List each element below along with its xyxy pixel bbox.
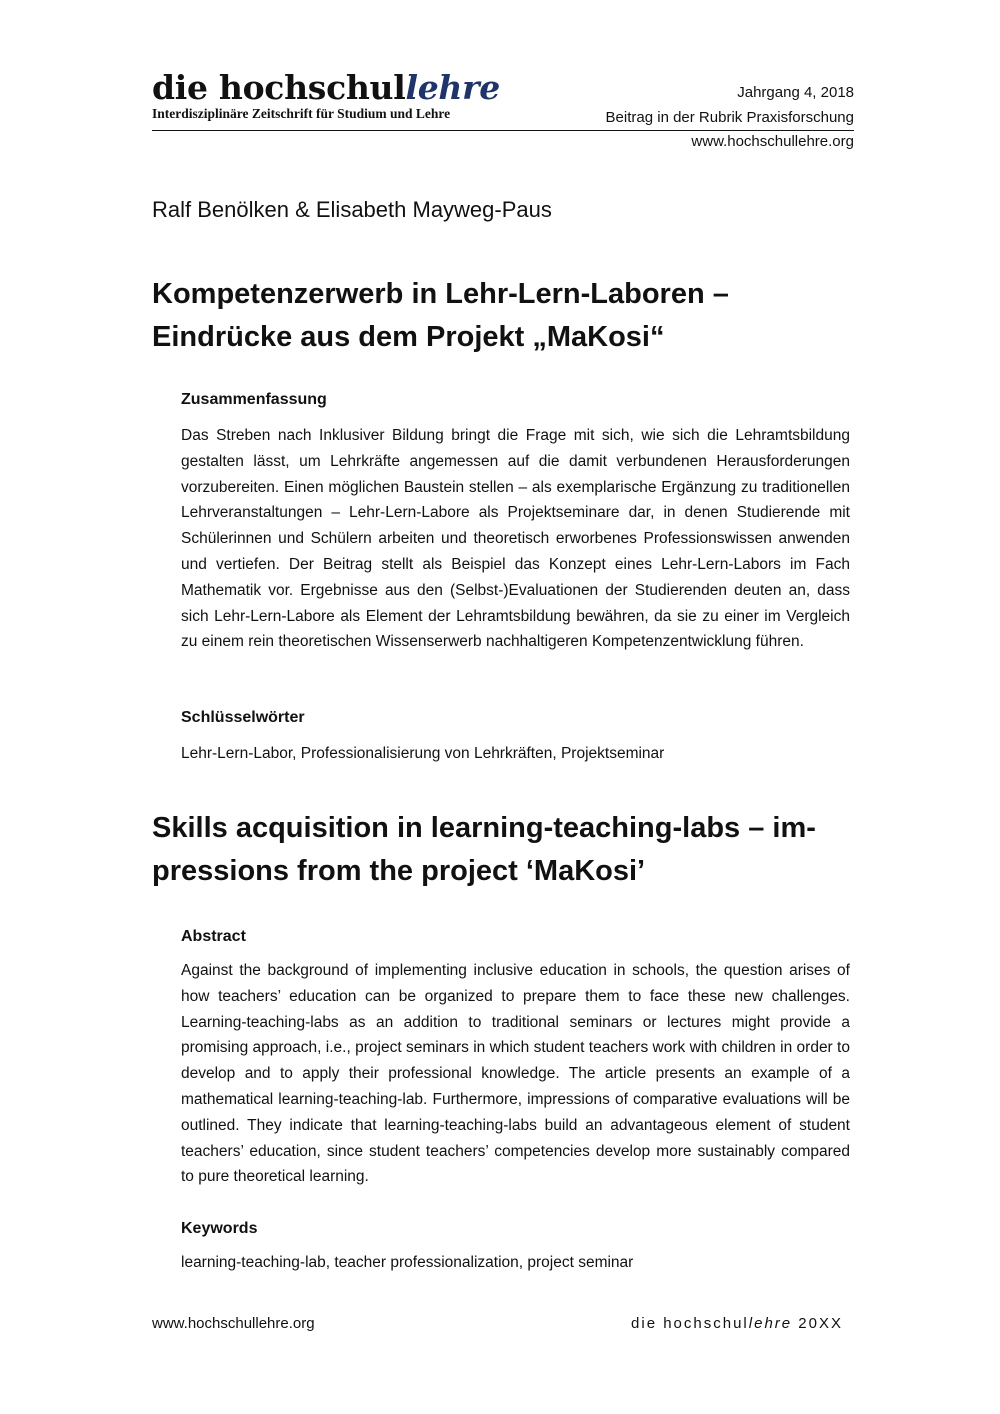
footer-journal-italic: lehre <box>748 1315 793 1332</box>
keywords-german-text: Lehr-Lern-Labor, Professionalisierung von Lehrkräften, Projektseminar <box>181 745 665 762</box>
abstract-text: Against the background of implementing inclusive education in schools, the question arises of how teachers’ education can be organized to prepare them to face these new challenges. Learning-teaching-labs as an addition to traditional seminars or lectures might provide a promising approach, i.e., project seminars in which student teachers work with children in order to develop and to apply their professional knowledge. The article presents an example of a mathematical learning-teaching-lab. Furthermore, impressions of comparative evaluations will be outlined. They indicate that learning-teaching-labs build an advantageous element of student teachers’ education, since student teachers’ competencies develop more sustainably compared to pure theoretical learning. <box>181 962 850 1186</box>
abstract-heading: Abstract <box>181 928 246 945</box>
keywords-english-text: learning-teaching-lab, teacher professionalization, project seminar <box>181 1254 634 1271</box>
logo-main-text: die hochschul <box>152 68 406 107</box>
rubric-label: Beitrag in der Rubrik Praxisforschung <box>605 109 854 126</box>
keywords-german-body-block <box>181 741 850 767</box>
footer-journal-main: die hochschul <box>631 1315 749 1332</box>
keywords-german-heading: Schlüsselwörter <box>181 709 305 726</box>
keywords-english-heading: Keywords <box>181 1220 258 1237</box>
title-english-line-2: pressions from the project ‘MaKosi’ <box>152 855 646 887</box>
summary-text: Das Streben nach Inklusiver Bildung bringt die Frage mit sich, wie sich die Lehramtsbildung gestalten lässt, um Lehrkräfte angemessen auf die damit verbundenen Herausforderungen vorzubereiten. Einen möglichen Baustein stellen – als exemplarische Ergänzung zu traditionellen Lehrveranstaltungen – Lehr-Lern-Labore als Projektseminare dar, in denen Studierende mit Schülerinnen und Schülern arbeiten und theoretisch erworbenes Professionswissen anwenden und vertiefen. Der Beitrag stellt als Beispiel das Konzept eines Lehr-Lern-Labors im Fach Mathematik vor. Ergebnisse aus den (Selbst-)Evaluationen der Studierenden deuten an, dass sich Lehr-Lern-Labore als Element der Lehramtsbildung bewähren, da sie zu einer im Vergleich zu einem rein theoretischen Wissenserwerb nachhaltigeren Kompetenzentwicklung führen. <box>181 427 850 651</box>
header-url: www.hochschullehre.org <box>691 133 854 150</box>
title-german <box>152 273 872 359</box>
summary-heading: Zusammenfassung <box>181 391 327 408</box>
volume-label: Jahrgang 4, 2018 <box>737 84 854 101</box>
abstract-heading-block <box>181 926 850 948</box>
footer-journal <box>631 1314 843 1334</box>
keywords-german-heading-block <box>181 707 850 729</box>
title-german-line-1: Kompetenzerwerb in Lehr-Lern-Laboren – <box>152 278 729 310</box>
title-english <box>152 807 872 893</box>
keywords-english-heading-block <box>181 1218 850 1240</box>
keywords-english-body-block <box>181 1250 850 1276</box>
title-german-line-2: Eindrücke aus dem Projekt „MaKosi“ <box>152 321 665 353</box>
footer-journal-year: 20XX <box>792 1315 843 1332</box>
footer-url: www.hochschullehre.org <box>152 1315 315 1332</box>
issue-info <box>606 80 854 130</box>
logo-italic-text: lehre <box>405 68 500 107</box>
summary-body-block <box>181 423 850 655</box>
authors: Ralf Benölken & Elisabeth Mayweg-Paus <box>152 197 552 222</box>
abstract-body-block <box>181 958 850 1190</box>
journal-masthead <box>152 70 500 122</box>
journal-subtitle: Interdisziplinäre Zeitschrift für Studium und Lehre <box>152 106 451 121</box>
title-english-line-1: Skills acquisition in learning-teaching-labs – im- <box>152 812 816 844</box>
summary-heading-block <box>181 389 850 411</box>
journal-logo <box>152 70 500 106</box>
